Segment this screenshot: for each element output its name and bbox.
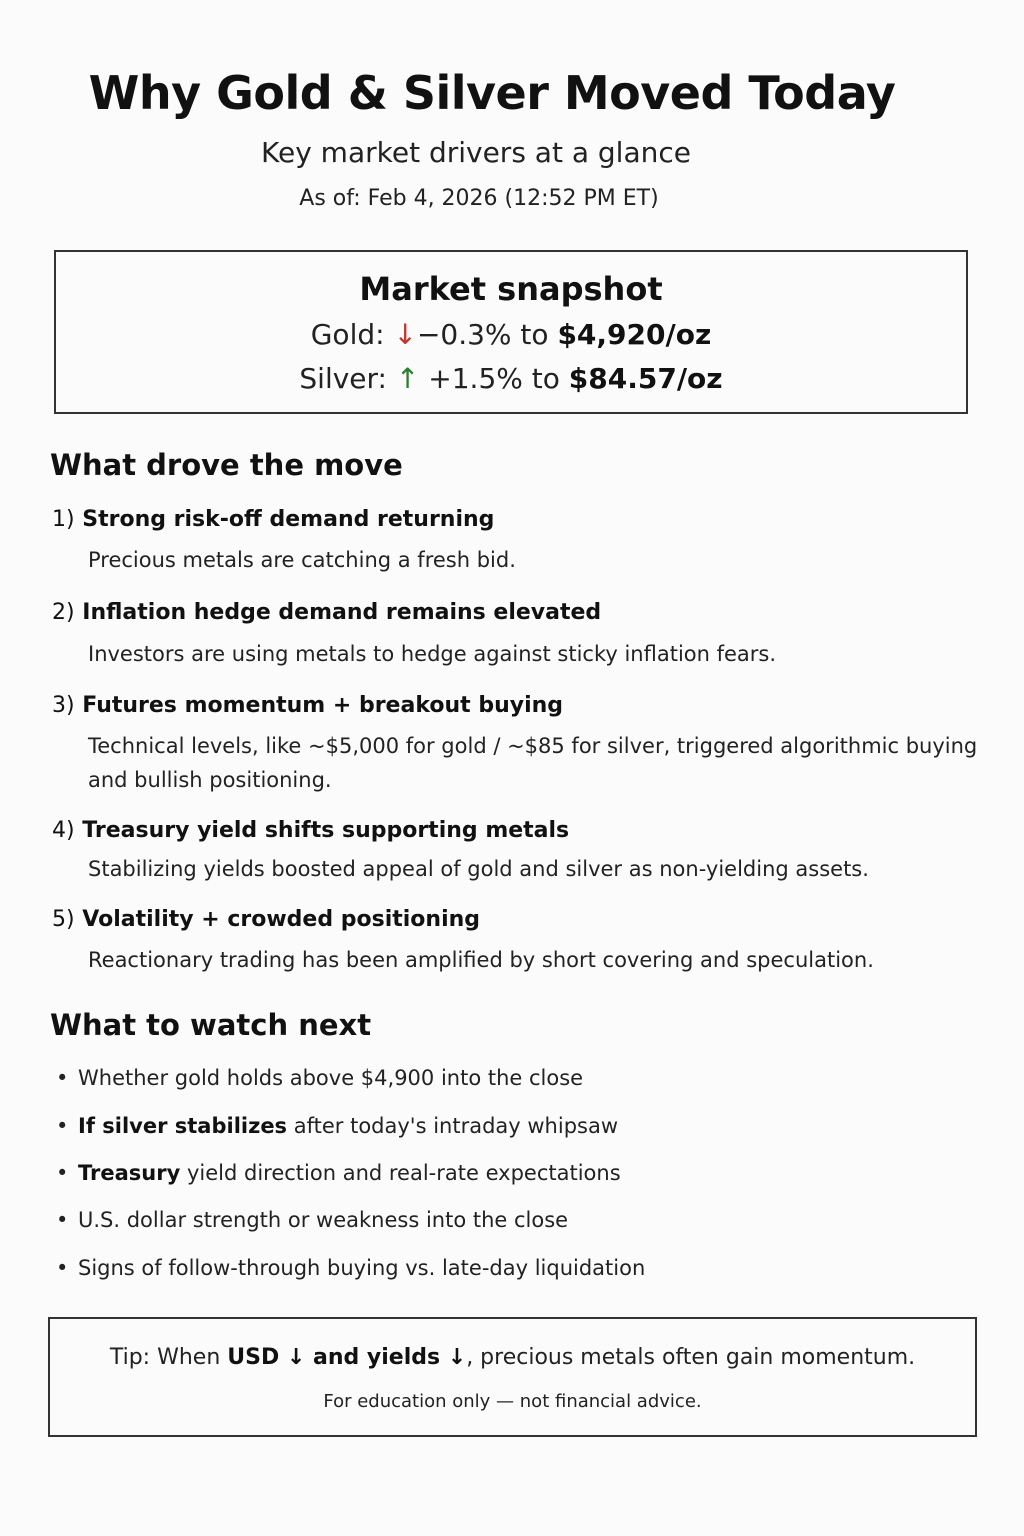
- page-subtitle: Key market drivers at a glance: [261, 136, 691, 169]
- gold-line: [56, 318, 966, 351]
- watch-heading: What to watch next: [50, 1008, 372, 1042]
- driver-title-text: Volatility + crowded positioning: [82, 907, 481, 932]
- tip-text: Tip: When USD ↓ and yields ↓, precious metals often gain momentum.: [109, 1345, 916, 1370]
- silver-change: +1.5% to: [428, 362, 560, 395]
- page-title: Why Gold & Silver Moved Today: [88, 66, 896, 120]
- driver-description: Technical levels, like ~$5,000 for gold / ~$85 for silver, triggered algorithmic buying and bullish positioning.: [88, 734, 978, 792]
- silver-label: Silver:: [299, 362, 387, 395]
- driver-title: [52, 907, 480, 932]
- driver-title: [52, 693, 563, 718]
- driver-description: Investors are using metals to hedge against sticky inflation fears.: [88, 642, 777, 666]
- market-snapshot-box: [54, 250, 968, 414]
- bullet-icon: •: [56, 1208, 69, 1232]
- driver-number: 2): [52, 600, 75, 625]
- bullet-icon: •: [56, 1161, 69, 1185]
- list-item: • Whether gold holds above $4,900 into the close: [56, 1066, 584, 1090]
- list-item: • U.S. dollar strength or weakness into the close: [56, 1208, 569, 1232]
- driver-title: [52, 600, 601, 625]
- list-item: • Signs of follow-through buying vs. late-day liquidation: [56, 1256, 646, 1280]
- silver-line: [56, 362, 966, 395]
- list-item: • Treasury yield direction and real-rate expectations: [56, 1161, 621, 1185]
- bullet-icon: •: [56, 1114, 69, 1138]
- list-item: • If silver stabilizes after today's intraday whipsaw: [56, 1114, 619, 1138]
- arrow-up-icon: ↑: [395, 362, 420, 395]
- gold-change: −0.3% to: [416, 318, 549, 351]
- driver-title-text: Futures momentum + breakout buying: [82, 693, 564, 718]
- snapshot-title: Market snapshot: [359, 270, 663, 308]
- bullet-icon: •: [56, 1066, 69, 1090]
- driver-number: 3): [52, 693, 75, 718]
- bullet-icon: •: [56, 1256, 69, 1280]
- driver-title: [52, 818, 569, 843]
- driver-description: Reactionary trading has been amplified by short covering and speculation.: [88, 948, 874, 972]
- driver-number: 5): [52, 907, 75, 932]
- timestamp: As of: Feb 4, 2026 (12:52 PM ET): [299, 186, 659, 211]
- driver-description: Precious metals are catching a fresh bid.: [88, 548, 516, 572]
- driver-title-text: Treasury yield shifts supporting metals: [82, 818, 570, 843]
- driver-description: Stabilizing yields boosted appeal of gold and silver as non-yielding assets.: [88, 857, 869, 881]
- driver-number: 4): [52, 818, 75, 843]
- driver-title: [52, 507, 494, 532]
- gold-price: $4,920/oz: [557, 318, 712, 351]
- arrow-down-icon: ↓: [393, 318, 417, 351]
- gold-label: Gold:: [310, 318, 385, 351]
- disclaimer: For education only — not financial advice.: [323, 1391, 702, 1412]
- driver-number: 1): [52, 507, 75, 532]
- drivers-heading: What drove the move: [50, 448, 403, 482]
- silver-price: $84.57/oz: [568, 362, 723, 395]
- driver-title-text: Inflation hedge demand remains elevated: [82, 600, 602, 625]
- driver-title-text: Strong risk-off demand returning: [82, 507, 495, 532]
- tip-box: [48, 1317, 977, 1437]
